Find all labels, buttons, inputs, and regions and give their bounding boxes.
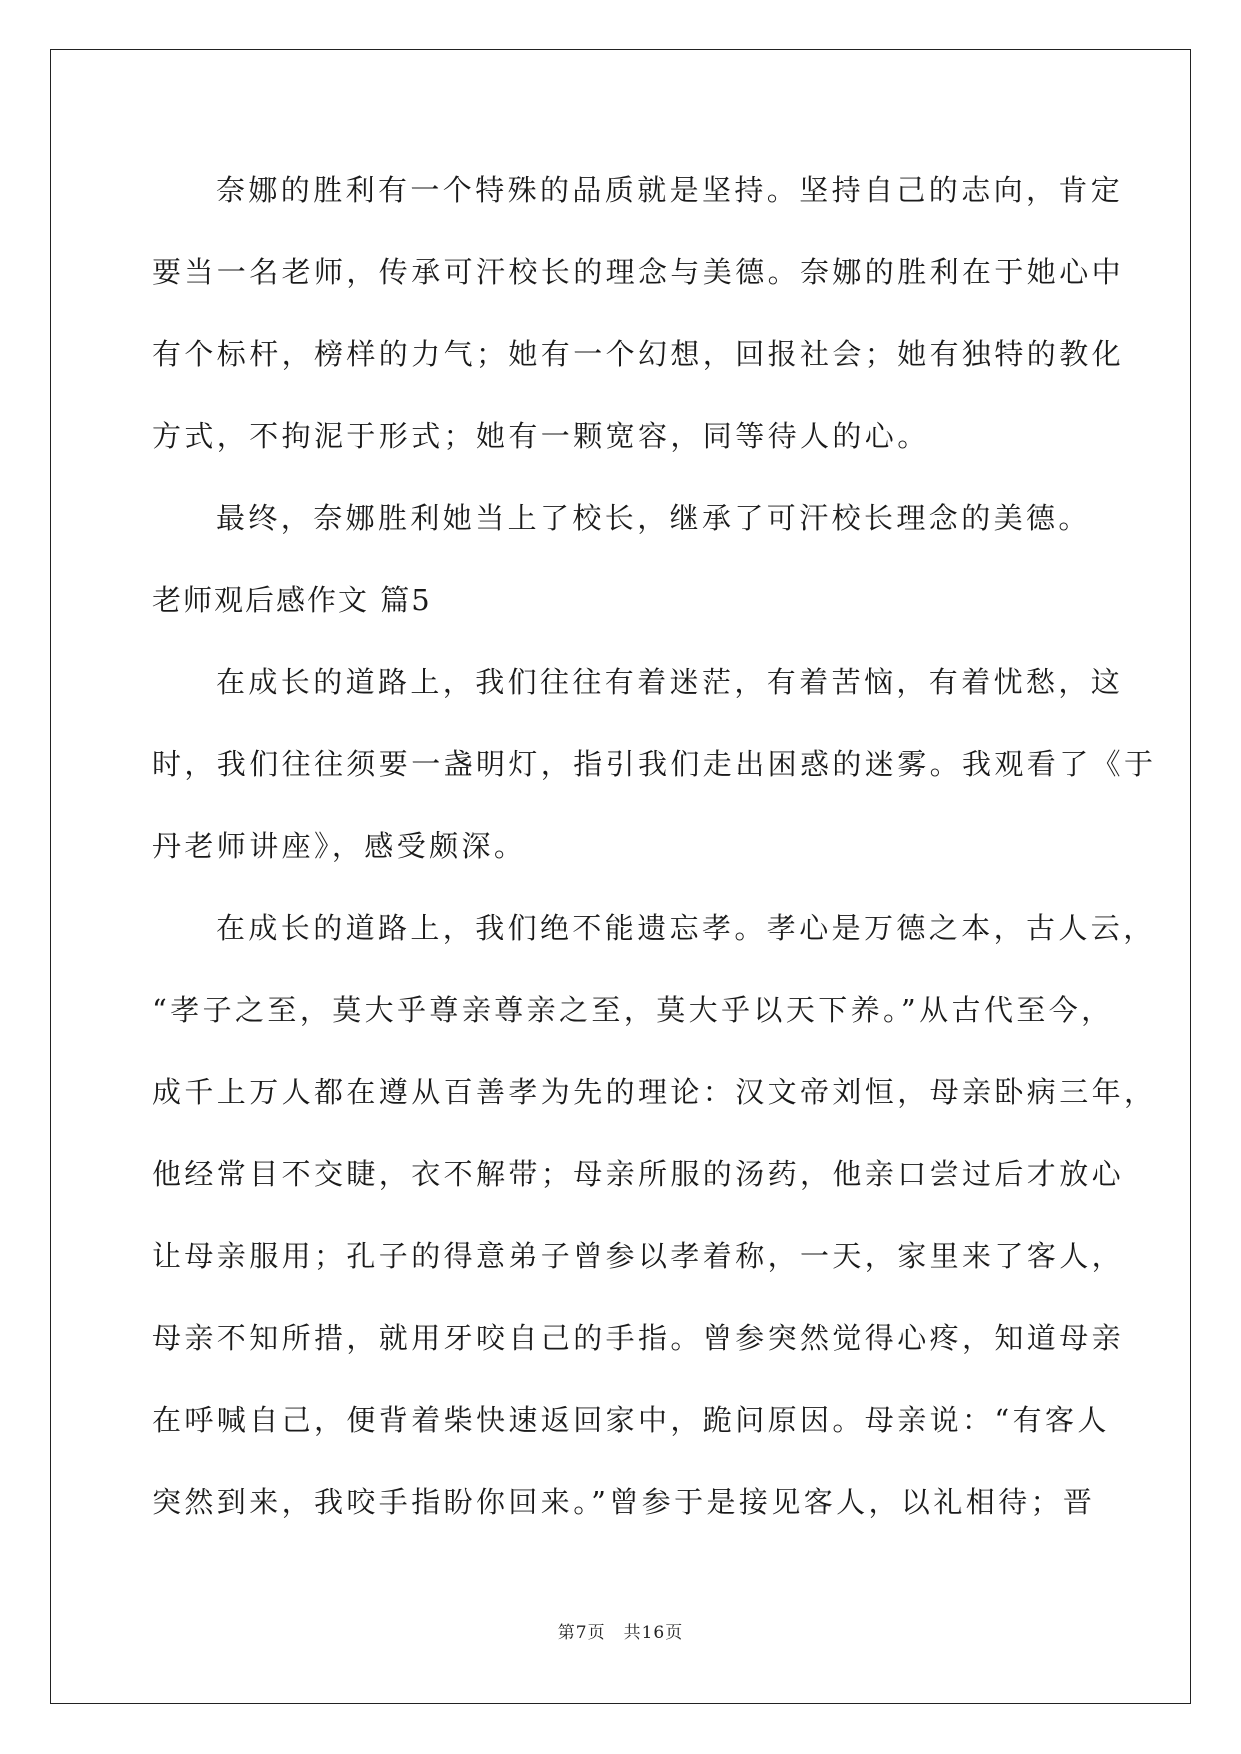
paragraph-line: 最终，奈娜胜利她当上了校长，继承了可汗校长理念的美德。 <box>216 501 1091 535</box>
paragraph-line: 要当一名老师，传承可汗校长的理念与美德。奈娜的胜利在于她心中 <box>152 255 1125 289</box>
page-number: 第7页 共16页 <box>557 1623 684 1643</box>
paragraph-line: 在呼喊自己，便背着柴快速返回家中，跪问原因。母亲说：“有客人 <box>152 1403 1110 1437</box>
paragraph-line: 成千上万人都在遵从百善孝为先的理论：汉文帝刘恒，母亲卧病三年， <box>152 1075 1157 1109</box>
document-body <box>152 160 1157 1554</box>
paragraph-line: 有个标杆，榜样的力气；她有一个幻想，回报社会；她有独特的教化 <box>152 337 1125 371</box>
paragraph-line: 突然到来，我咬手指盼你回来。”曾参于是接见客人，以礼相待；晋 <box>152 1485 1096 1519</box>
paragraph-line: 奈娜的胜利有一个特殊的品质就是坚持。坚持自己的志向，肯定 <box>216 173 1124 207</box>
paragraph-line: “孝子之至，莫大乎尊亲尊亲之至，莫大乎以天下养。”从古代至今， <box>152 993 1114 1027</box>
section-heading: 老师观后感作文 篇5 <box>152 583 432 617</box>
paragraph-line: 他经常目不交睫，衣不解带；母亲所服的汤药，他亲口尝过后才放心 <box>152 1157 1125 1191</box>
paragraph-line: 在成长的道路上，我们绝不能遗忘孝。孝心是万德之本，古人云， <box>216 911 1156 945</box>
paragraph-line: 方式，不拘泥于形式；她有一颗宽容，同等待人的心。 <box>152 419 930 453</box>
paragraph-line: 丹老师讲座》，感受颇深。 <box>152 829 527 863</box>
paragraph-line: 在成长的道路上，我们往往有着迷茫，有着苦恼，有着忧愁，这 <box>216 665 1124 699</box>
paragraph-line: 时，我们往往须要一盏明灯，指引我们走出困惑的迷雾。我观看了《于 <box>152 747 1157 781</box>
paragraph-line: 让母亲服用；孔子的得意弟子曾参以孝着称，一天，家里来了客人， <box>152 1239 1125 1273</box>
paragraph-line: 母亲不知所措，就用牙咬自己的手指。曾参突然觉得心疼，知道母亲 <box>152 1321 1125 1355</box>
